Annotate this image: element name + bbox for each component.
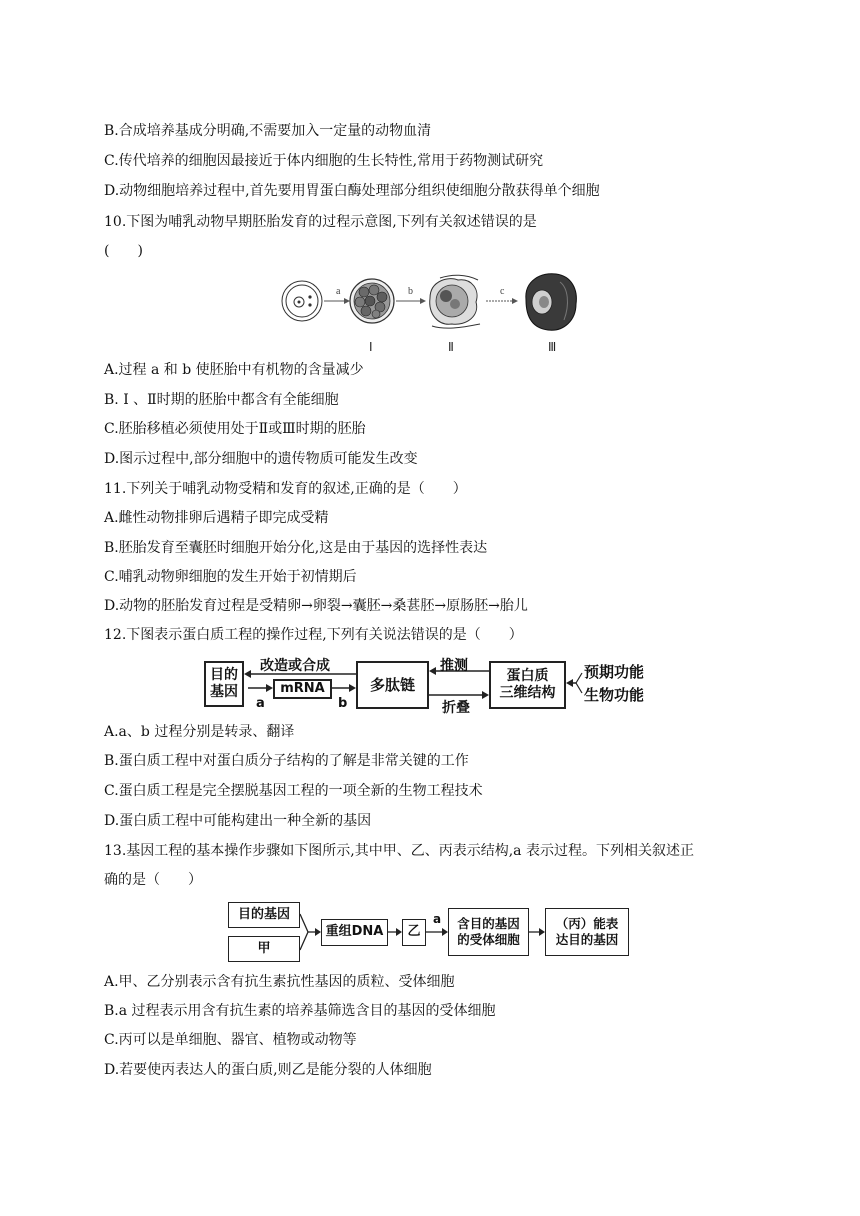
q11-option-c: C.哺乳动物卵细胞的发生开始于初情期后 [104, 569, 357, 585]
blastocyst-drawing [430, 275, 480, 328]
protein-engineering-figure [204, 655, 664, 715]
q13-stem-line-1: 13.基因工程的基本操作步骤如下图所示,其中甲、乙、丙表示结构,a 表示过程。下列相关叙述正 [104, 843, 694, 859]
host-cell-box [448, 908, 529, 956]
q12-option-a: A.a、b 过程分别是转录、翻译 [104, 724, 295, 740]
structure-bing-text-1: （丙）能表 [555, 916, 619, 932]
q13-option-b: B.a 过程表示用含有抗生素的培养基筛选含目的基因的受体细胞 [104, 1003, 496, 1019]
q9-option-c: C.传代培养的细胞因最接近于体内细胞的生长特性,常用于药物测试研究 [104, 153, 544, 169]
q11-stem: 11.下列关于哺乳动物受精和发育的叙述,正确的是（ ） [104, 481, 467, 497]
zygote-drawing [282, 281, 322, 321]
q13-option-c: C.丙可以是单细胞、器官、植物或动物等 [104, 1032, 357, 1048]
target-gene-text-1: 目的 [210, 666, 238, 683]
infer-label: 推测 [440, 658, 468, 674]
q13-option-d: D.若要使丙表达人的蛋白质,则乙是能分裂的人体细胞 [104, 1062, 432, 1078]
process-b-label: b [338, 696, 348, 711]
q12-stem: 12.下图表示蛋白质工程的操作过程,下列有关说法错误的是（ ） [104, 627, 523, 643]
recombinant-dna-box: 重组DNA [321, 919, 388, 946]
modify-label: 改造或合成 [260, 658, 330, 674]
stage-1-label: Ⅰ [369, 340, 373, 354]
q11-option-b: B.胚胎发育至囊胚时细胞开始分化,这是由于基因的选择性表达 [104, 540, 488, 556]
q10-option-b: B. Ⅰ 、Ⅱ时期的胚胎中都含有全能细胞 [104, 392, 339, 408]
polypeptide-box: 多肽链 [356, 661, 429, 709]
protein-structure-text-1: 蛋白质 [506, 667, 549, 684]
q10-option-a: A.过程 a 和 b 使胚胎中有机物的含量减少 [104, 362, 364, 378]
target-gene-box [204, 661, 244, 707]
stage-3-label: Ⅲ [548, 340, 557, 354]
arrow-c-label: c [500, 286, 505, 297]
target-gene-box-2: 目的基因 [228, 902, 300, 928]
biological-function-label: 生物功能 [584, 686, 645, 704]
stage-2-label: Ⅱ [448, 340, 454, 354]
q11-option-a: A.雌性动物排卵后遇精子即完成受精 [104, 510, 329, 526]
process-a-label-2: a [433, 912, 442, 926]
structure-bing-text-2: 达目的基因 [555, 932, 619, 947]
q9-option-d: D.动物细胞培养过程中,首先要用胃蛋白酶处理部分组织使细胞分散获得单个细胞 [104, 183, 600, 199]
structure-jia-box: 甲 [228, 936, 300, 962]
q12-option-b: B.蛋白质工程中对蛋白质分子结构的了解是非常关键的工作 [104, 753, 469, 769]
protein-structure-text-2: 三维结构 [499, 685, 556, 701]
target-gene-text-2: 基因 [210, 684, 238, 700]
q10-paren: ( ) [104, 243, 143, 259]
q9-option-b: B.合成培养基成分明确,不需要加入一定量的动物血清 [104, 123, 432, 139]
genetic-engineering-figure [228, 898, 632, 964]
q10-stem: 10.下图为哺乳动物早期胚胎发育的过程示意图,下列有关叙述错误的是 [104, 214, 537, 230]
fold-label: 折叠 [442, 700, 470, 716]
q12-option-d: D.蛋白质工程中可能构建出一种全新的基因 [104, 813, 372, 829]
mrna-box: mRNA [273, 679, 332, 699]
embryo-development-figure [280, 268, 580, 356]
process-a-label: a [256, 696, 265, 711]
q10-option-d: D.图示过程中,部分细胞中的遗传物质可能发生改变 [104, 451, 418, 467]
host-cell-text-1: 含目的基因 [457, 916, 520, 932]
expected-function-label: 预期功能 [584, 663, 645, 681]
q12-option-c: C.蛋白质工程是完全摆脱基因工程的一项全新的生物工程技术 [104, 783, 483, 799]
morula-drawing [350, 279, 394, 323]
structure-yi-box: 乙 [402, 919, 426, 946]
embryo-stages-drawing [280, 268, 580, 356]
arrow-a-label: a [336, 286, 341, 297]
host-cell-text-2: 的受体细胞 [457, 932, 520, 947]
q13-stem-line-2: 确的是（ ） [104, 872, 202, 888]
q11-option-d: D.动物的胚胎发育过程是受精卵→卵裂→囊胚→桑葚胚→原肠胚→胎儿 [104, 598, 528, 614]
structure-bing-box [545, 908, 629, 956]
q13-option-a: A.甲、乙分别表示含有抗生素抗性基因的质粒、受体细胞 [104, 974, 455, 990]
gastrula-drawing [526, 274, 577, 331]
protein-structure-box [489, 661, 566, 709]
q10-option-c: C.胚胎移植必须使用处于Ⅱ或Ⅲ时期的胚胎 [104, 421, 366, 437]
arrow-b-label: b [408, 286, 413, 297]
